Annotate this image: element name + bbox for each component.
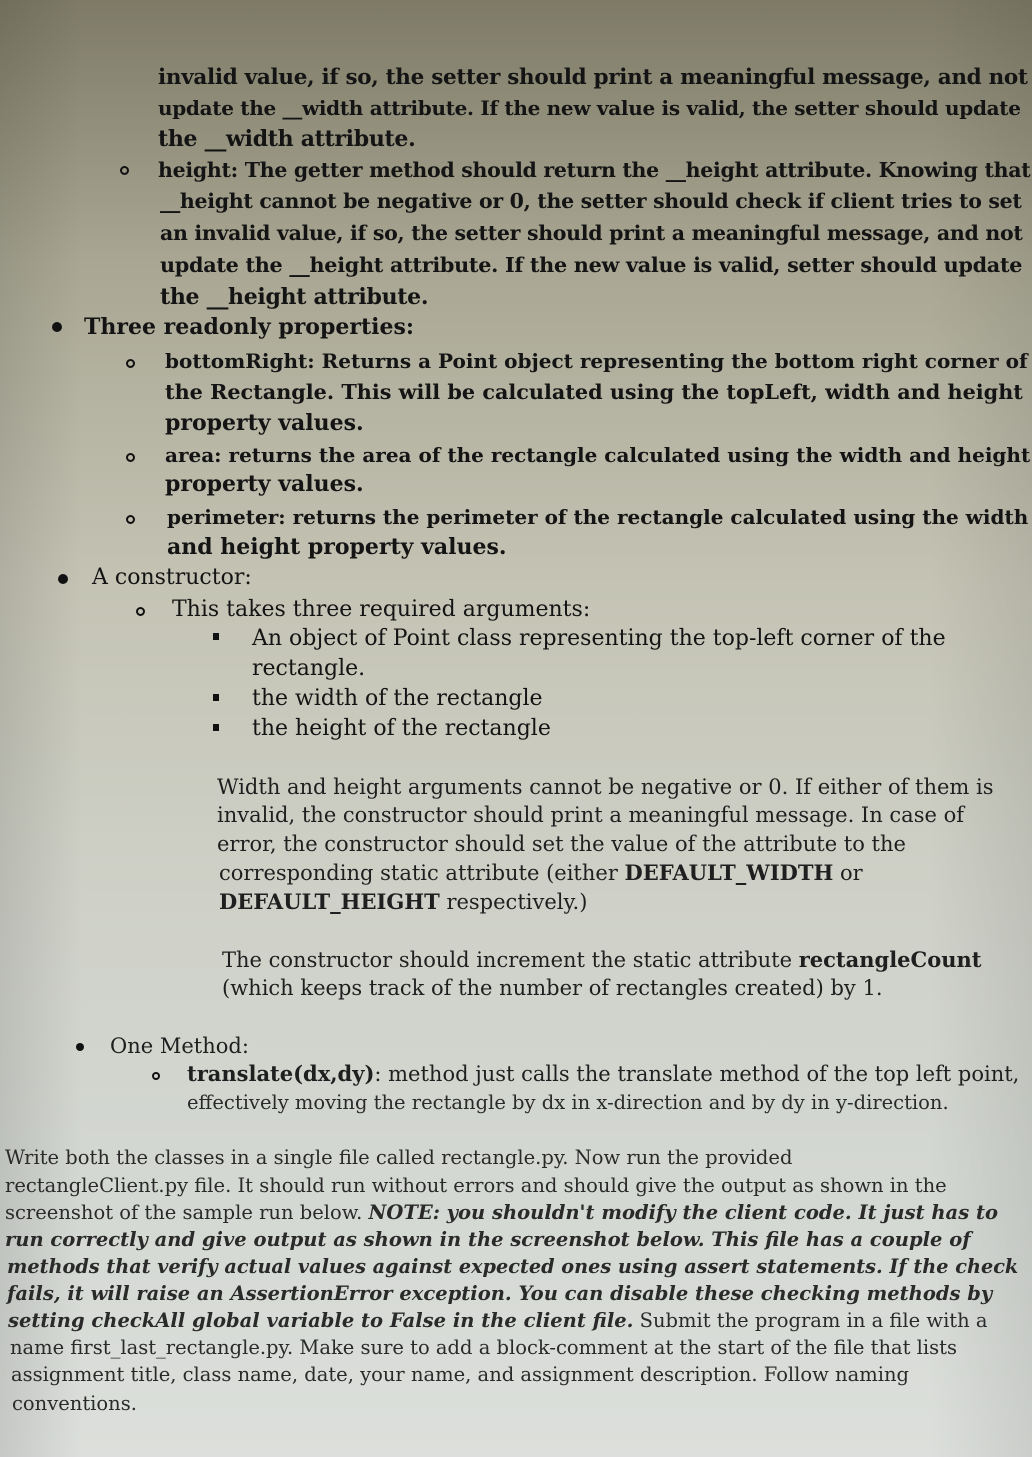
height-term: height [158, 158, 231, 182]
bottomright-desc-1: : Returns a Point object representing the bottom right corner of [307, 349, 1028, 373]
closing-line-3 [5, 1199, 998, 1226]
translate-line-2: effectively moving the rectangle by dx in x-direction and by dy in y-direction. [187, 1091, 949, 1114]
closing-line-6: fails, it will raise an AssertionError exception. You can disable these checking methods by [7, 1282, 993, 1305]
square-bullet-icon [213, 633, 219, 640]
closing-line-5: methods that verify actual values against expected ones using assert statements. If the check [7, 1255, 1019, 1278]
area-desc-1: returns the area of the rectangle calculated using the width and height [221, 443, 1031, 467]
area-line-1 [165, 440, 1030, 470]
circle-bullet-icon [136, 607, 145, 616]
closing-line-10: conventions. [12, 1392, 137, 1415]
constructor-p1-line-2: invalid, the constructor should print a meaningful message. In case of [217, 803, 964, 827]
height-property-line-5: the __height attribute. [160, 284, 429, 310]
readonly-heading-bold: readonly [163, 314, 271, 340]
circle-bullet-icon [152, 1072, 160, 1080]
disc-bullet-icon [76, 1043, 84, 1051]
height-property-line-2: __height cannot be negative or 0, the setter should check if client tries to set [160, 189, 1022, 213]
width-setter-text-line-1: invalid value, if so, the setter should print a meaningful message, and not [158, 65, 1028, 90]
disc-bullet-icon [58, 574, 68, 584]
bottomright-line-3: property values. [165, 410, 364, 436]
height-desc-1: : The getter method should return the __height attribute. Knowing that [230, 158, 1031, 182]
square-bullet-icon [213, 694, 219, 701]
constructor-p1-line-5 [219, 887, 587, 917]
constructor-arg-3: the height of the rectangle [252, 716, 551, 741]
closing-checkall: setting checkAll global variable to False in the client file. [8, 1309, 634, 1332]
readonly-heading-pre: Three [84, 314, 164, 340]
constructor-arg-1-line-2: rectangle. [252, 656, 366, 681]
closing-l7-end: Submit the program in a file with a [633, 1309, 988, 1332]
bottomright-line-1 [165, 346, 1028, 376]
closing-line-9: assignment title, class name, date, your name, and assignment description. Follow naming [11, 1363, 909, 1386]
closing-line-1: Write both the classes in a single file called rectangle.py. Now run the provided [5, 1146, 793, 1169]
closing-line-7 [8, 1307, 988, 1334]
perimeter-term: perimeter: [167, 505, 286, 529]
width-setter-text-line-2: update the __width attribute. If the new value is valid, the setter should update [158, 96, 1021, 120]
circle-bullet-icon [126, 515, 135, 524]
readonly-heading-post: properties: [270, 314, 414, 340]
perimeter-line-1 [167, 502, 1028, 532]
closing-l3-text: screenshot of the sample run below. [5, 1201, 369, 1224]
constructor-p1-line-3: error, the constructor should set the value of the attribute to the [217, 832, 906, 856]
p1-l5-end: respectively.) [439, 890, 588, 914]
perimeter-desc-1: returns the perimeter of the rectangle calculated using the width [285, 505, 1029, 529]
method-heading: One Method: [110, 1034, 249, 1058]
readonly-properties-heading [84, 312, 414, 342]
constructor-p1-line-4 [219, 858, 863, 888]
translate-line-1 [187, 1059, 1019, 1089]
p1-l4-end: or [833, 861, 863, 885]
closing-line-4: run correctly and give output as shown in the screenshot below. This file has a couple of [5, 1228, 971, 1251]
p1-l4-text: corresponding static attribute (either [219, 861, 625, 885]
circle-bullet-icon [126, 359, 135, 368]
constructor-p2-line-1 [222, 945, 981, 975]
translate-term: translate(dx,dy) [187, 1061, 375, 1086]
area-term: area: [165, 443, 222, 467]
constructor-arg-1-line-1: An object of Point class representing the top-left corner of the [252, 626, 946, 651]
default-width-term: DEFAULT_WIDTH [624, 860, 834, 885]
height-property-line-1 [158, 155, 1030, 186]
closing-line-8: name first_last_rectangle.py. Make sure to add a block-comment at the start of the file that lists [10, 1336, 958, 1359]
circle-bullet-icon [126, 453, 135, 462]
area-line-2: property values. [165, 471, 364, 497]
disc-bullet-icon [52, 322, 62, 332]
bottomright-term: bottomRight [165, 349, 308, 373]
square-bullet-icon [213, 724, 219, 731]
constructor-arg-2: the width of the rectangle [252, 686, 543, 711]
p2-l1-text: The constructor should increment the static attribute [222, 948, 799, 972]
constructor-p2-line-2: (which keeps track of the number of rectangles created) by 1. [222, 976, 883, 1000]
closing-line-2: rectangleClient.py file. It should run without errors and should give the output as shown in the [5, 1174, 947, 1197]
perimeter-line-2: and height property values. [167, 534, 507, 560]
default-height-term: DEFAULT_HEIGHT [219, 889, 440, 914]
bottomright-line-2: the Rectangle. This will be calculated using the topLeft, width and height [165, 380, 1023, 404]
circle-bullet-icon [120, 166, 129, 175]
translate-desc-1: : method just calls the translate method of the top left point, [374, 1062, 1020, 1086]
height-property-line-4: update the __height attribute. If the new value is valid, setter should update [160, 253, 1023, 277]
width-setter-text-line-3: the __width attribute. [158, 126, 416, 152]
constructor-p1-line-1: Width and height arguments cannot be negative or 0. If either of them is [217, 775, 994, 799]
constructor-heading: A constructor: [92, 565, 252, 590]
height-property-line-3: an invalid value, if so, the setter should print a meaningful message, and not [160, 221, 1023, 245]
rectangle-count-term: rectangleCount [798, 947, 982, 972]
closing-note: NOTE: you shouldn't modify the client code. It just has to [368, 1201, 998, 1224]
constructor-args-intro: This takes three required arguments: [172, 597, 591, 622]
